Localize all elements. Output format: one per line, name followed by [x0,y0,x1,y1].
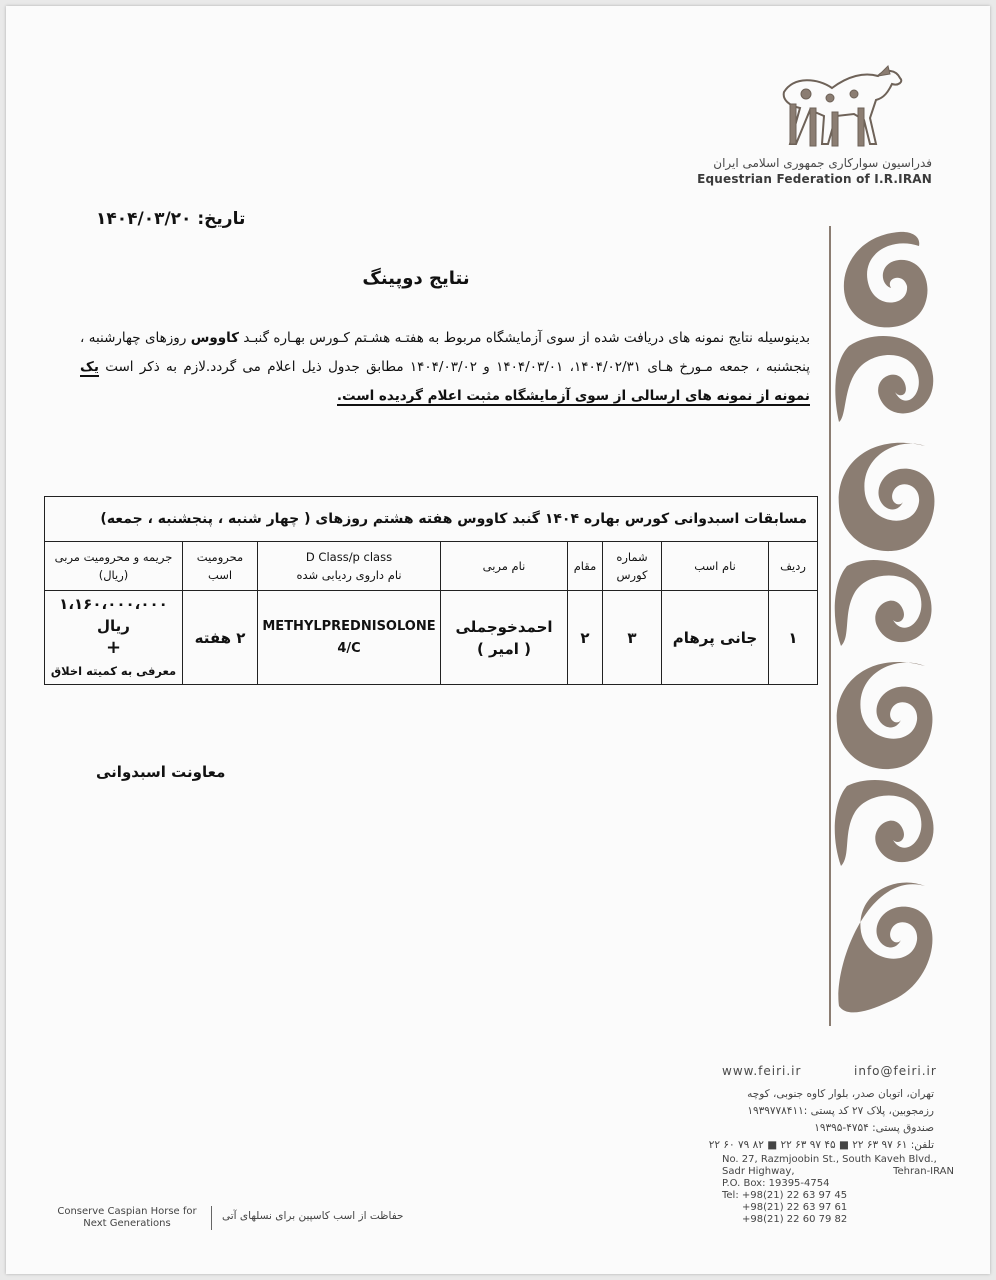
cell-drug: METHYLPREDNISOLONE 4/C [258,591,441,685]
federation-name-fa: فدراسیون سوارکاری جمهوری اسلامی ایران [713,156,932,170]
website-link[interactable]: www.feiri.ir [722,1064,802,1078]
signature: معاونت اسبدوانی [96,763,226,781]
col-row: ردیف [769,542,818,591]
letter-date: تاریخ: ۱۴۰۴/۰۳/۲۰ [96,209,246,229]
letter-title: نتایج دوپینگ [362,268,470,289]
body-highlight: یک نمونه از نمونه های ارسالی از سوی آزمایشگاه مثبت اعلام گردیده است. [80,359,810,404]
cell-race-no: ۳ [603,591,662,685]
cell-row: ۱ [769,591,818,685]
caspian-slogan-en: Conserve Caspian Horse for Next Generations [57,1206,197,1229]
cell-horse-ban: ۲ هفته [183,591,258,685]
ornament-border-icon [829,226,945,1026]
col-race-no: شماره کورس [603,542,662,591]
letter-page [6,6,990,1274]
col-horse-ban: محرومیت اسب [183,542,258,591]
letter-body [80,324,810,411]
cell-rank: ۲ [568,591,603,685]
body-part1-bold: کاووس [190,330,240,346]
federation-name-en: Equestrian Federation of I.R.IRAN [697,172,932,186]
col-trainer: نام مربی [441,542,568,591]
table-row [45,591,818,685]
body-part2: روزهای چهارشنبه ، پنجشنبه ، جمعه مـورخ هـای ۱۴۰۴/۰۲/۳۱، ۱۴۰۴/۰۳/۰۱ و ۱۴۰۴/۰۳/۰۲ مطابق جدول ذیل اعلام می گردد.لازم به ذکر است [80,330,810,375]
cell-horse: جانی پرهام [662,591,769,685]
email-link[interactable]: info@feiri.ir [854,1064,937,1078]
table-header-row [45,542,818,591]
divider [211,1206,212,1230]
horse-logo-icon [766,64,916,156]
col-drug: D Class/p class نام داروی ردیابی شده [258,542,441,591]
cell-trainer: احمدخوجملی ( امیر ) [441,591,568,685]
col-rank: مقام [568,542,603,591]
col-horse: نام اسب [662,542,769,591]
address-en: No. 27, Razmjoobin St., South Kaveh Blvd., Sadr Highway, Tehran-IRAN P.O. Box: 19395-4754 Tel: +98(21) 22 63 97 45 +98(21) 22 63 97 61 +98(21) 22 60 79 82 [722,1154,954,1225]
doping-results-table [44,496,818,685]
caspian-slogan-fa: حفاظت از اسب کاسپین برای نسلهای آتی [222,1210,404,1222]
address-fa: تهران، اتوبان صدر، بلوار کاوه جنوبی، کوچه رزمجوبین، پلاک ۲۷ کد پستی :۱۹۳۹۷۷۸۴۱۱ صندوق پستی: ۴۷۵۴-۱۹۳۹۵ تلفن: ۶۱ ۹۷ ۶۳ ۲۲ ■ ۴۵ ۹۷ ۶۳ ۲۲ ■ ۸۲ ۷۹ ۶۰ ۲۲ [708,1088,934,1151]
col-fine: جریمه و محرومیت مربی (ریال) [45,542,183,591]
cell-fine: ۱،۱۶۰،۰۰۰،۰۰۰ ریال + معرفی به کمیته اخلاق [45,591,183,685]
table-caption: مسابقات اسبدوانی کورس بهاره ۱۴۰۴ گنبد کاووس هفته هشتم روزهای ( چهار شنبه ، پنجشنبه ، جمعه) [45,497,818,542]
body-part1: بدینوسیله نتایج نمونه های دریافت شده از سوی آزمایشگاه مربوط به هفتـه هشـتم کـورس بهـاره گنبـد [239,330,810,346]
